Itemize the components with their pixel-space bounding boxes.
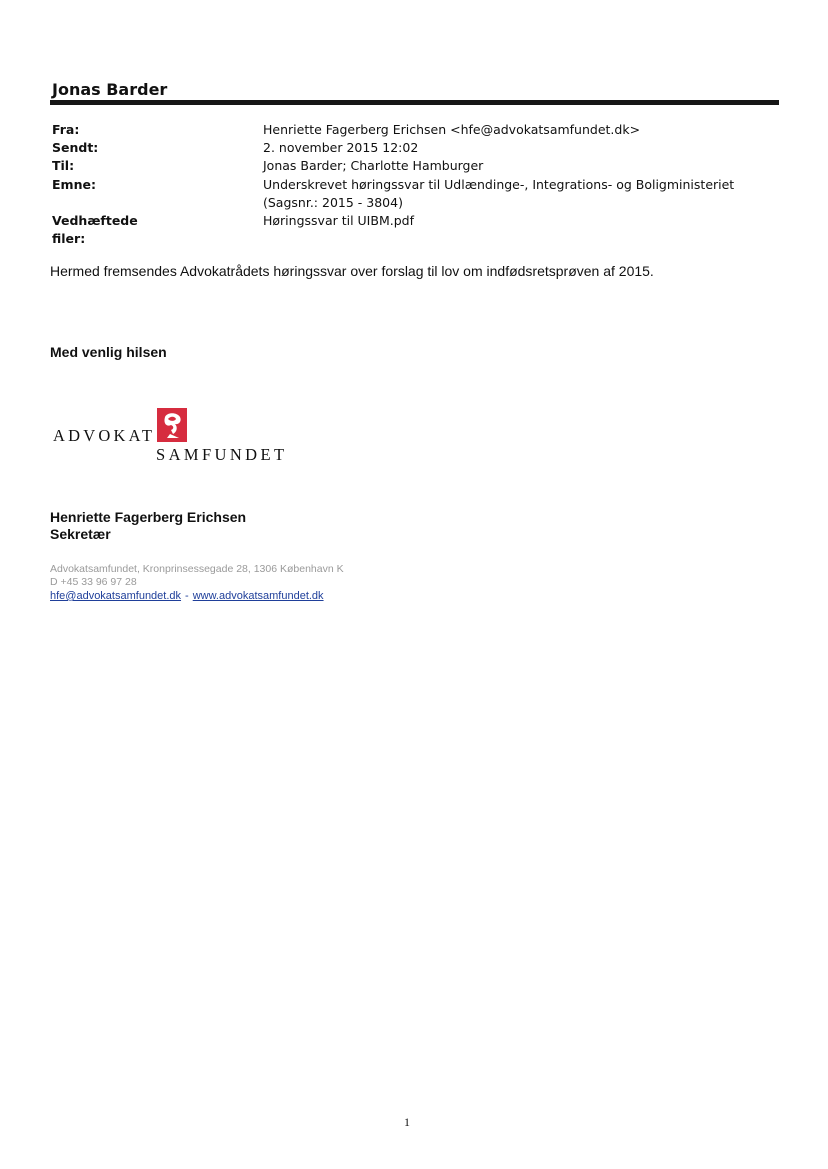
greeting: Med venlig hilsen bbox=[50, 344, 167, 360]
header-label: Emne: bbox=[52, 177, 96, 192]
page-number: 1 bbox=[404, 1115, 410, 1129]
advokatsamfundet-logo bbox=[50, 406, 290, 468]
header-value: 2. november 2015 12:02 bbox=[263, 140, 419, 155]
website-link[interactable]: www.advokatsamfundet.dk bbox=[192, 590, 324, 602]
email-body: Hermed fremsendes Advokatrådets høringssvar over forslag til lov om indfødsretsprøven af 2015. bbox=[50, 263, 654, 279]
signature-address: Advokatsamfundet, Kronprinsessegade 28, 1306 København K bbox=[50, 563, 344, 575]
logo-mark-icon bbox=[157, 408, 187, 442]
header-label: Vedhæftede filer: bbox=[52, 213, 138, 246]
header-value: (Sagsnr.: 2015 - 3804) bbox=[263, 195, 403, 210]
header-value: Jonas Barder; Charlotte Hamburger bbox=[263, 158, 484, 173]
signature-name: Henriette Fagerberg Erichsen bbox=[50, 509, 247, 525]
logo-text-line1: ADVOKAT bbox=[53, 426, 156, 445]
logo-text-line2: SAMFUNDET bbox=[156, 445, 288, 464]
attachment-link[interactable]: Høringssvar til UIBM.pdf bbox=[263, 213, 414, 228]
link-separator: - bbox=[185, 590, 189, 602]
header-label: Til: bbox=[52, 158, 75, 173]
header-value: Underskrevet høringssvar til Udlændinge-, Integrations- og Boligministeriet bbox=[263, 177, 735, 192]
header-label: Fra: bbox=[52, 122, 80, 137]
header-rule bbox=[50, 100, 779, 105]
signature-title: Sekretær bbox=[50, 526, 111, 542]
signature-phone: D +45 33 96 97 28 bbox=[50, 576, 137, 588]
email-link[interactable]: hfe@advokatsamfundet.dk bbox=[50, 590, 182, 602]
sender-name: Jonas Barder bbox=[52, 80, 168, 99]
header-label: Sendt: bbox=[52, 140, 99, 155]
header-value: Henriette Fagerberg Erichsen <hfe@advokatsamfundet.dk> bbox=[263, 122, 641, 137]
signature-links bbox=[50, 590, 324, 602]
